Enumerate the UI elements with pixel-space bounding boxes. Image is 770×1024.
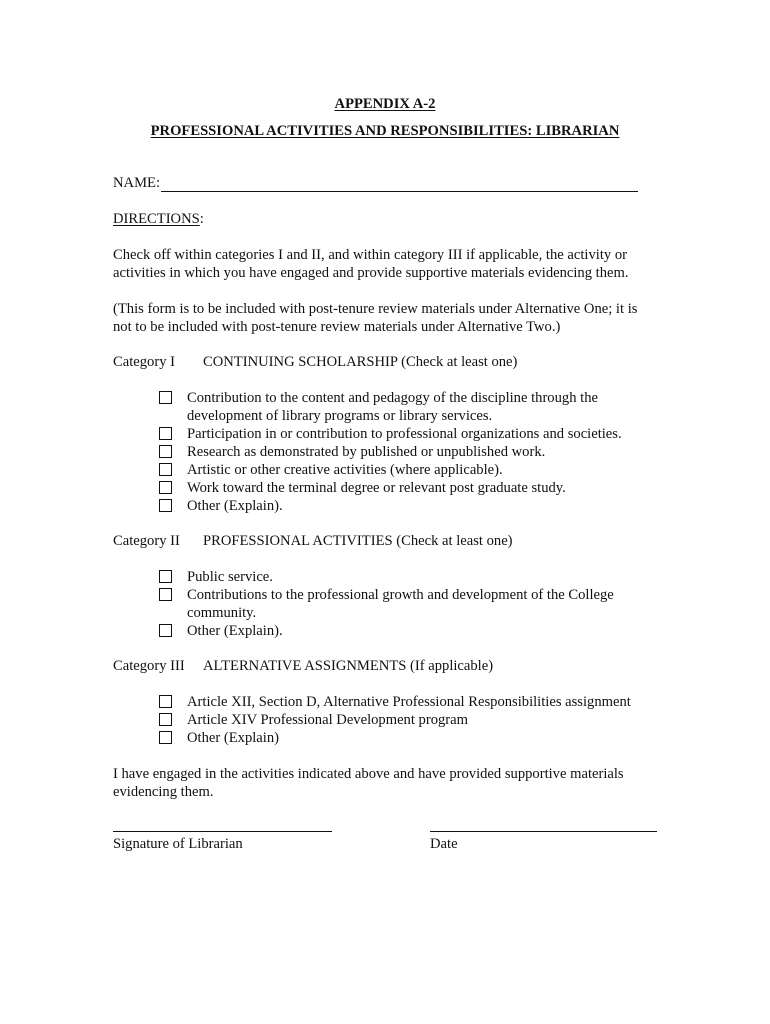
item-label: Artistic or other creative activities (where applicable). bbox=[187, 462, 503, 478]
note-text: (This form is to be included with post-tenure review materials under Alternative One; it is not to be included with post-tenure review materials under Alternative Two.) bbox=[113, 301, 638, 335]
directions-label: DIRECTIONS bbox=[113, 211, 200, 227]
item-label: Research as demonstrated by published or unpublished work. bbox=[187, 444, 546, 460]
item-label: Other (Explain). bbox=[187, 498, 283, 514]
certification-text: I have engaged in the activities indicated above and have provided supportive materials evidencing them. bbox=[113, 766, 624, 800]
category-3-label: Category III bbox=[113, 658, 185, 674]
item-label: Contributions to the professional growth and development of the College community. bbox=[187, 587, 614, 621]
category-1-row bbox=[113, 353, 517, 371]
item-label: Public service. bbox=[187, 569, 273, 585]
item-label: Article XIV Professional Development program bbox=[187, 712, 468, 728]
list-item bbox=[159, 389, 657, 425]
list-item bbox=[159, 711, 657, 729]
category-2-heading: PROFESSIONAL ACTIVITIES (Check at least one) bbox=[203, 533, 513, 549]
item-label: Other (Explain). bbox=[187, 623, 283, 639]
directions-text: Check off within categories I and II, and within category III if applicable, the activity or activities in which you have engaged and provide supportive materials evidencing them. bbox=[113, 247, 629, 281]
checkbox[interactable] bbox=[159, 695, 172, 708]
list-item bbox=[159, 729, 657, 747]
checkbox[interactable] bbox=[159, 499, 172, 512]
signature-label: Signature of Librarian bbox=[113, 836, 243, 852]
category-2-label: Category II bbox=[113, 533, 180, 549]
list-item bbox=[159, 622, 657, 640]
item-label: Participation in or contribution to professional organizations and societies. bbox=[187, 426, 622, 442]
item-label: Work toward the terminal degree or relevant post graduate study. bbox=[187, 480, 566, 496]
appendix-heading: APPENDIX A-2 bbox=[334, 96, 436, 112]
list-item bbox=[159, 443, 657, 461]
item-label: Article XII, Section D, Alternative Professional Responsibilities assignment bbox=[187, 694, 631, 710]
directions-heading bbox=[113, 210, 204, 228]
form-title: PROFESSIONAL ACTIVITIES AND RESPONSIBILITIES: LIBRARIAN bbox=[150, 123, 620, 139]
date-label: Date bbox=[430, 836, 458, 852]
checkbox[interactable] bbox=[159, 427, 172, 440]
item-label: Contribution to the content and pedagogy of the discipline through the development of library programs or library services. bbox=[187, 390, 598, 424]
checkbox[interactable] bbox=[159, 713, 172, 726]
directions-colon: : bbox=[199, 211, 204, 227]
checkbox[interactable] bbox=[159, 570, 172, 583]
list-item bbox=[159, 479, 657, 497]
checkbox[interactable] bbox=[159, 391, 172, 404]
list-item bbox=[159, 586, 657, 622]
item-label: Other (Explain) bbox=[187, 730, 279, 746]
checkbox[interactable] bbox=[159, 481, 172, 494]
checkbox[interactable] bbox=[159, 731, 172, 744]
list-item bbox=[159, 497, 657, 515]
signature-line[interactable] bbox=[113, 831, 332, 832]
category-1-heading: CONTINUING SCHOLARSHIP (Check at least one) bbox=[203, 354, 518, 370]
date-line[interactable] bbox=[430, 831, 657, 832]
checkbox[interactable] bbox=[159, 445, 172, 458]
checkbox[interactable] bbox=[159, 588, 172, 601]
category-2-row bbox=[113, 532, 513, 550]
category-3-heading: ALTERNATIVE ASSIGNMENTS (If applicable) bbox=[203, 658, 494, 674]
list-item bbox=[159, 425, 657, 443]
list-item bbox=[159, 568, 657, 586]
category-1-label: Category I bbox=[113, 354, 176, 370]
name-row bbox=[113, 174, 638, 192]
checkbox[interactable] bbox=[159, 463, 172, 476]
checkbox[interactable] bbox=[159, 624, 172, 637]
list-item bbox=[159, 693, 707, 711]
list-item bbox=[159, 461, 657, 479]
category-3-row bbox=[113, 657, 493, 675]
name-field[interactable] bbox=[161, 176, 638, 192]
name-label: NAME: bbox=[113, 175, 161, 191]
